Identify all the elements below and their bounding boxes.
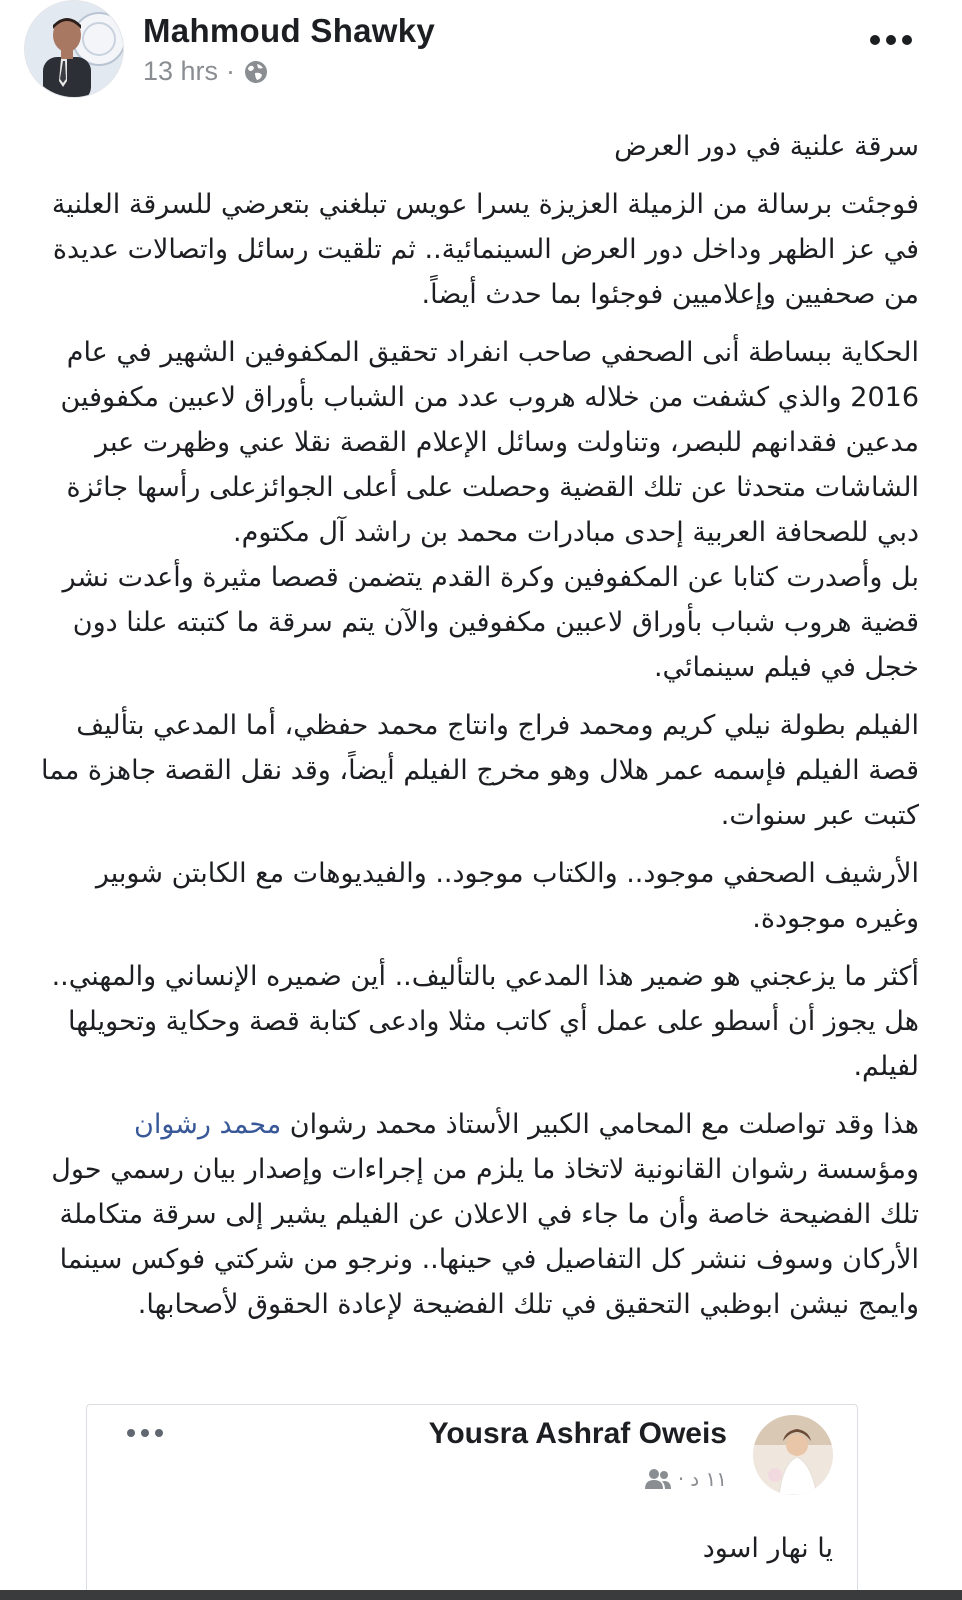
post-options-button[interactable] bbox=[866, 26, 916, 54]
shared-post-card[interactable] bbox=[86, 1404, 858, 1600]
post-meta bbox=[143, 56, 269, 87]
post-time[interactable]: 13 hrs bbox=[143, 56, 219, 86]
post-title: سرقة علنية في دور العرض bbox=[614, 131, 919, 162]
friends-icon[interactable] bbox=[644, 1468, 672, 1490]
post-paragraph-text: ومؤسسة رشوان القانونية لاتخاذ ما يلزم من إجراءات وإصدار بيان رسمي حول تلك الفضيحة خاصة وأن ما جاء في الاعلان عن الفيلم يشير إلى سرقة متكاملة الأركان وسوف ننشر كل التفاصيل في حينها.. ونرجو من شركتي فوكس سينما وايمج نيشن ابوظبي التحقيق في تلك الفضيحة لإعادة الحقوق لأصحابها. bbox=[51, 1154, 919, 1320]
author-name[interactable]: Mahmoud Shawky bbox=[143, 12, 436, 49]
globe-icon[interactable] bbox=[243, 59, 269, 85]
more-dots-icon bbox=[866, 26, 916, 54]
author-avatar[interactable] bbox=[24, 0, 124, 98]
post-paragraph: الأرشيف الصحفي موجود.. والكتاب موجود.. والفيديوهات مع الكابتن شوبير وغيره موجودة. bbox=[95, 858, 919, 934]
post-paragraph-text: هذا وقد تواصلت مع المحامي الكبير الأستاذ محمد رشوان bbox=[281, 1109, 919, 1140]
shared-post-meta bbox=[644, 1467, 727, 1491]
post-paragraph: فوجئت برسالة من الزميلة العزيزة يسرا عويس تبلغني بتعرضي للسرقة العلنية في عز الظهر وداخل دور العرض السينمائية.. ثم تلقيت رسائل واتصالات عديدة من صحفيين وإعلاميين فوجئوا بما حدث أيضاً. bbox=[51, 189, 919, 310]
mention-link[interactable]: محمد رشوان bbox=[134, 1109, 282, 1140]
post-paragraph: أكثر ما يزعجني هو ضمير هذا المدعي بالتأليف.. أين ضميره الإنساني والمهني.. هل يجوز أن أسطو على عمل أي كاتب مثلا وادعى كتابة قصة وحكاية وتحويلها لفيلم. bbox=[51, 961, 919, 1082]
shared-post-time[interactable]: ١١ د bbox=[690, 1467, 727, 1491]
bottom-bar bbox=[0, 1590, 962, 1600]
post-paragraph-text: الحكاية ببساطة أنى الصحفي صاحب انفراد تحقيق المكفوفين الشهير في عام 2016 والذي كشفت من خلاله هروب عدد من الشباب بأوراق لاعبين مكفوفين مدعين فقدانهم للبصر، وتناولت وسائل الإعلام القصة نقلا عني وظهرت عبر الشاشات متحدثا عن تلك القضية وحصلت على أعلى الجوائزعلى رأسها جائزة دبي للصحافة العربية إحدى مبادرات محمد بن راشد آل مكتوم. bbox=[60, 337, 919, 548]
meta-separator: · bbox=[226, 56, 236, 86]
shared-author-avatar[interactable] bbox=[753, 1415, 833, 1495]
shared-post-text: يا نهار اسود bbox=[702, 1533, 833, 1564]
post-header bbox=[0, 0, 962, 110]
avatar-photo-icon bbox=[25, 1, 123, 97]
meta-separator: · bbox=[677, 1467, 685, 1491]
post-paragraph bbox=[24, 1102, 919, 1327]
shared-post-options-button[interactable] bbox=[125, 1423, 165, 1443]
shared-author-name[interactable]: Yousra Ashraf Oweis bbox=[428, 1417, 727, 1450]
avatar-photo-icon bbox=[753, 1415, 833, 1495]
post-paragraph: الفيلم بطولة نيلي كريم ومحمد فراج وانتاج محمد حفظي، أما المدعي بتأليف قصة الفيلم فإسمه عمر هلال وهو مخرج الفيلم أيضاً، وقد نقل القصة جاهزة مما كتبت عبر سنوات. bbox=[40, 710, 919, 831]
post-text bbox=[24, 124, 919, 1340]
post-paragraph-text: بل وأصدرت كتابا عن المكفوفين وكرة القدم يتضمن قصصا مثيرة وأعدت نشر قضية هروب شباب بأوراق لاعبين مكفوفين والآن يتم سرقة ما كتبته علنا دون خجل في فيلم سينمائي. bbox=[62, 562, 919, 683]
post-paragraph bbox=[24, 330, 919, 690]
more-dots-icon bbox=[125, 1423, 165, 1443]
